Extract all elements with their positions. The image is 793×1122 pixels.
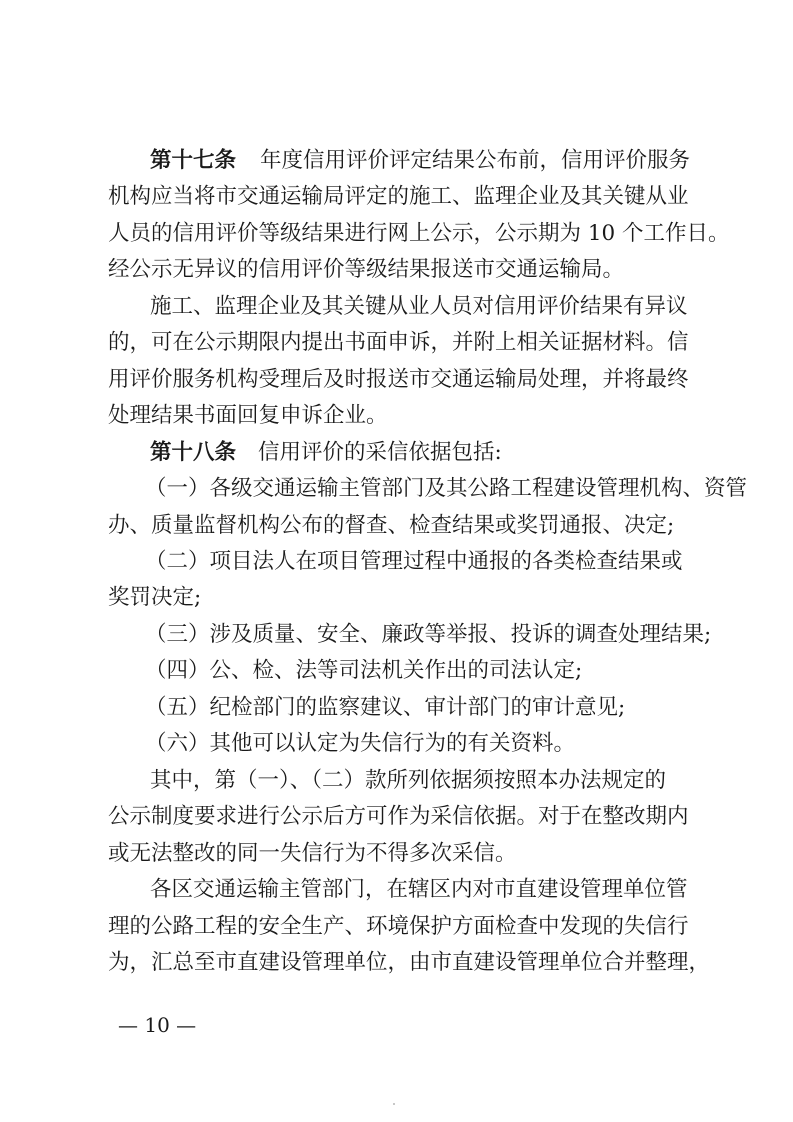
item-1-line-1: （一）各级交通运输主管部门及其公路工程建设管理机构、资管 — [145, 476, 748, 501]
item-2-line-2: 奖罚决定; — [108, 585, 202, 610]
basis-para-line-2: 公示制度要求进行公示后方可作为采信依据。对于在整改期内 — [108, 804, 689, 829]
appeal-para-line-4: 处理结果书面回复申诉企业。 — [108, 403, 388, 428]
district-para-line-3: 为，汇总至市直建设管理单位，由市直建设管理单位合并整理， — [108, 950, 711, 975]
article-17-line-1: 第十七条 年度信用评价评定结果公布前，信用评价服务 — [150, 148, 691, 173]
item-6: （六）其他可以认定为失信行为的有关资料。 — [145, 731, 576, 756]
item-3: （三）涉及质量、安全、廉政等举报、投诉的调查处理结果; — [145, 622, 712, 647]
appeal-para-line-3: 用评价服务机构受理后及时报送市交通运输局处理，并将最终 — [108, 367, 689, 392]
appeal-para-line-2: 的，可在公示期限内提出书面申诉，并附上相关证据材料。信 — [108, 330, 689, 355]
article-18-line-1: 第十八条 信用评价的采信依据包括: — [150, 440, 502, 465]
district-para-line-2: 理的公路工程的安全生产、环境保护方面检查中发现的失信行 — [108, 914, 689, 939]
article-17-label: 第十七条 — [150, 148, 237, 173]
item-4: （四）公、检、法等司法机关作出的司法认定; — [145, 658, 583, 683]
item-5: （五）纪检部门的监察建议、审计部门的审计意见; — [145, 695, 626, 720]
article-17-line-4: 经公示无异议的信用评价等级结果报送市交通运输局。 — [108, 257, 625, 282]
article-17-line-3: 人员的信用评价等级结果进行网上公示，公示期为 10 个工作日。 — [108, 221, 730, 246]
basis-para-line-1: 其中，第（一）、（二）款所列依据须按照本办法规定的 — [150, 768, 667, 793]
item-2-line-1: （二）项目法人在项目管理过程中通报的各类检查结果或 — [145, 549, 683, 574]
scan-speck — [393, 1103, 395, 1105]
item-1-line-2: 办、质量监督机构公布的督查、检查结果或奖罚通报、决定; — [108, 513, 675, 538]
article-18-label: 第十八条 — [150, 440, 237, 465]
page-number: — 10 — — [118, 1013, 197, 1037]
basis-para-line-3: 或无法整改的同一失信行为不得多次采信。 — [108, 841, 517, 866]
article-17-line-2: 机构应当将市交通运输局评定的施工、监理企业及其关键从业 — [108, 184, 689, 209]
district-para-line-1: 各区交通运输主管部门，在辖区内对市直建设管理单位管 — [150, 877, 688, 902]
appeal-para-line-1: 施工、监理企业及其关键从业人员对信用评价结果有异议 — [150, 294, 688, 319]
